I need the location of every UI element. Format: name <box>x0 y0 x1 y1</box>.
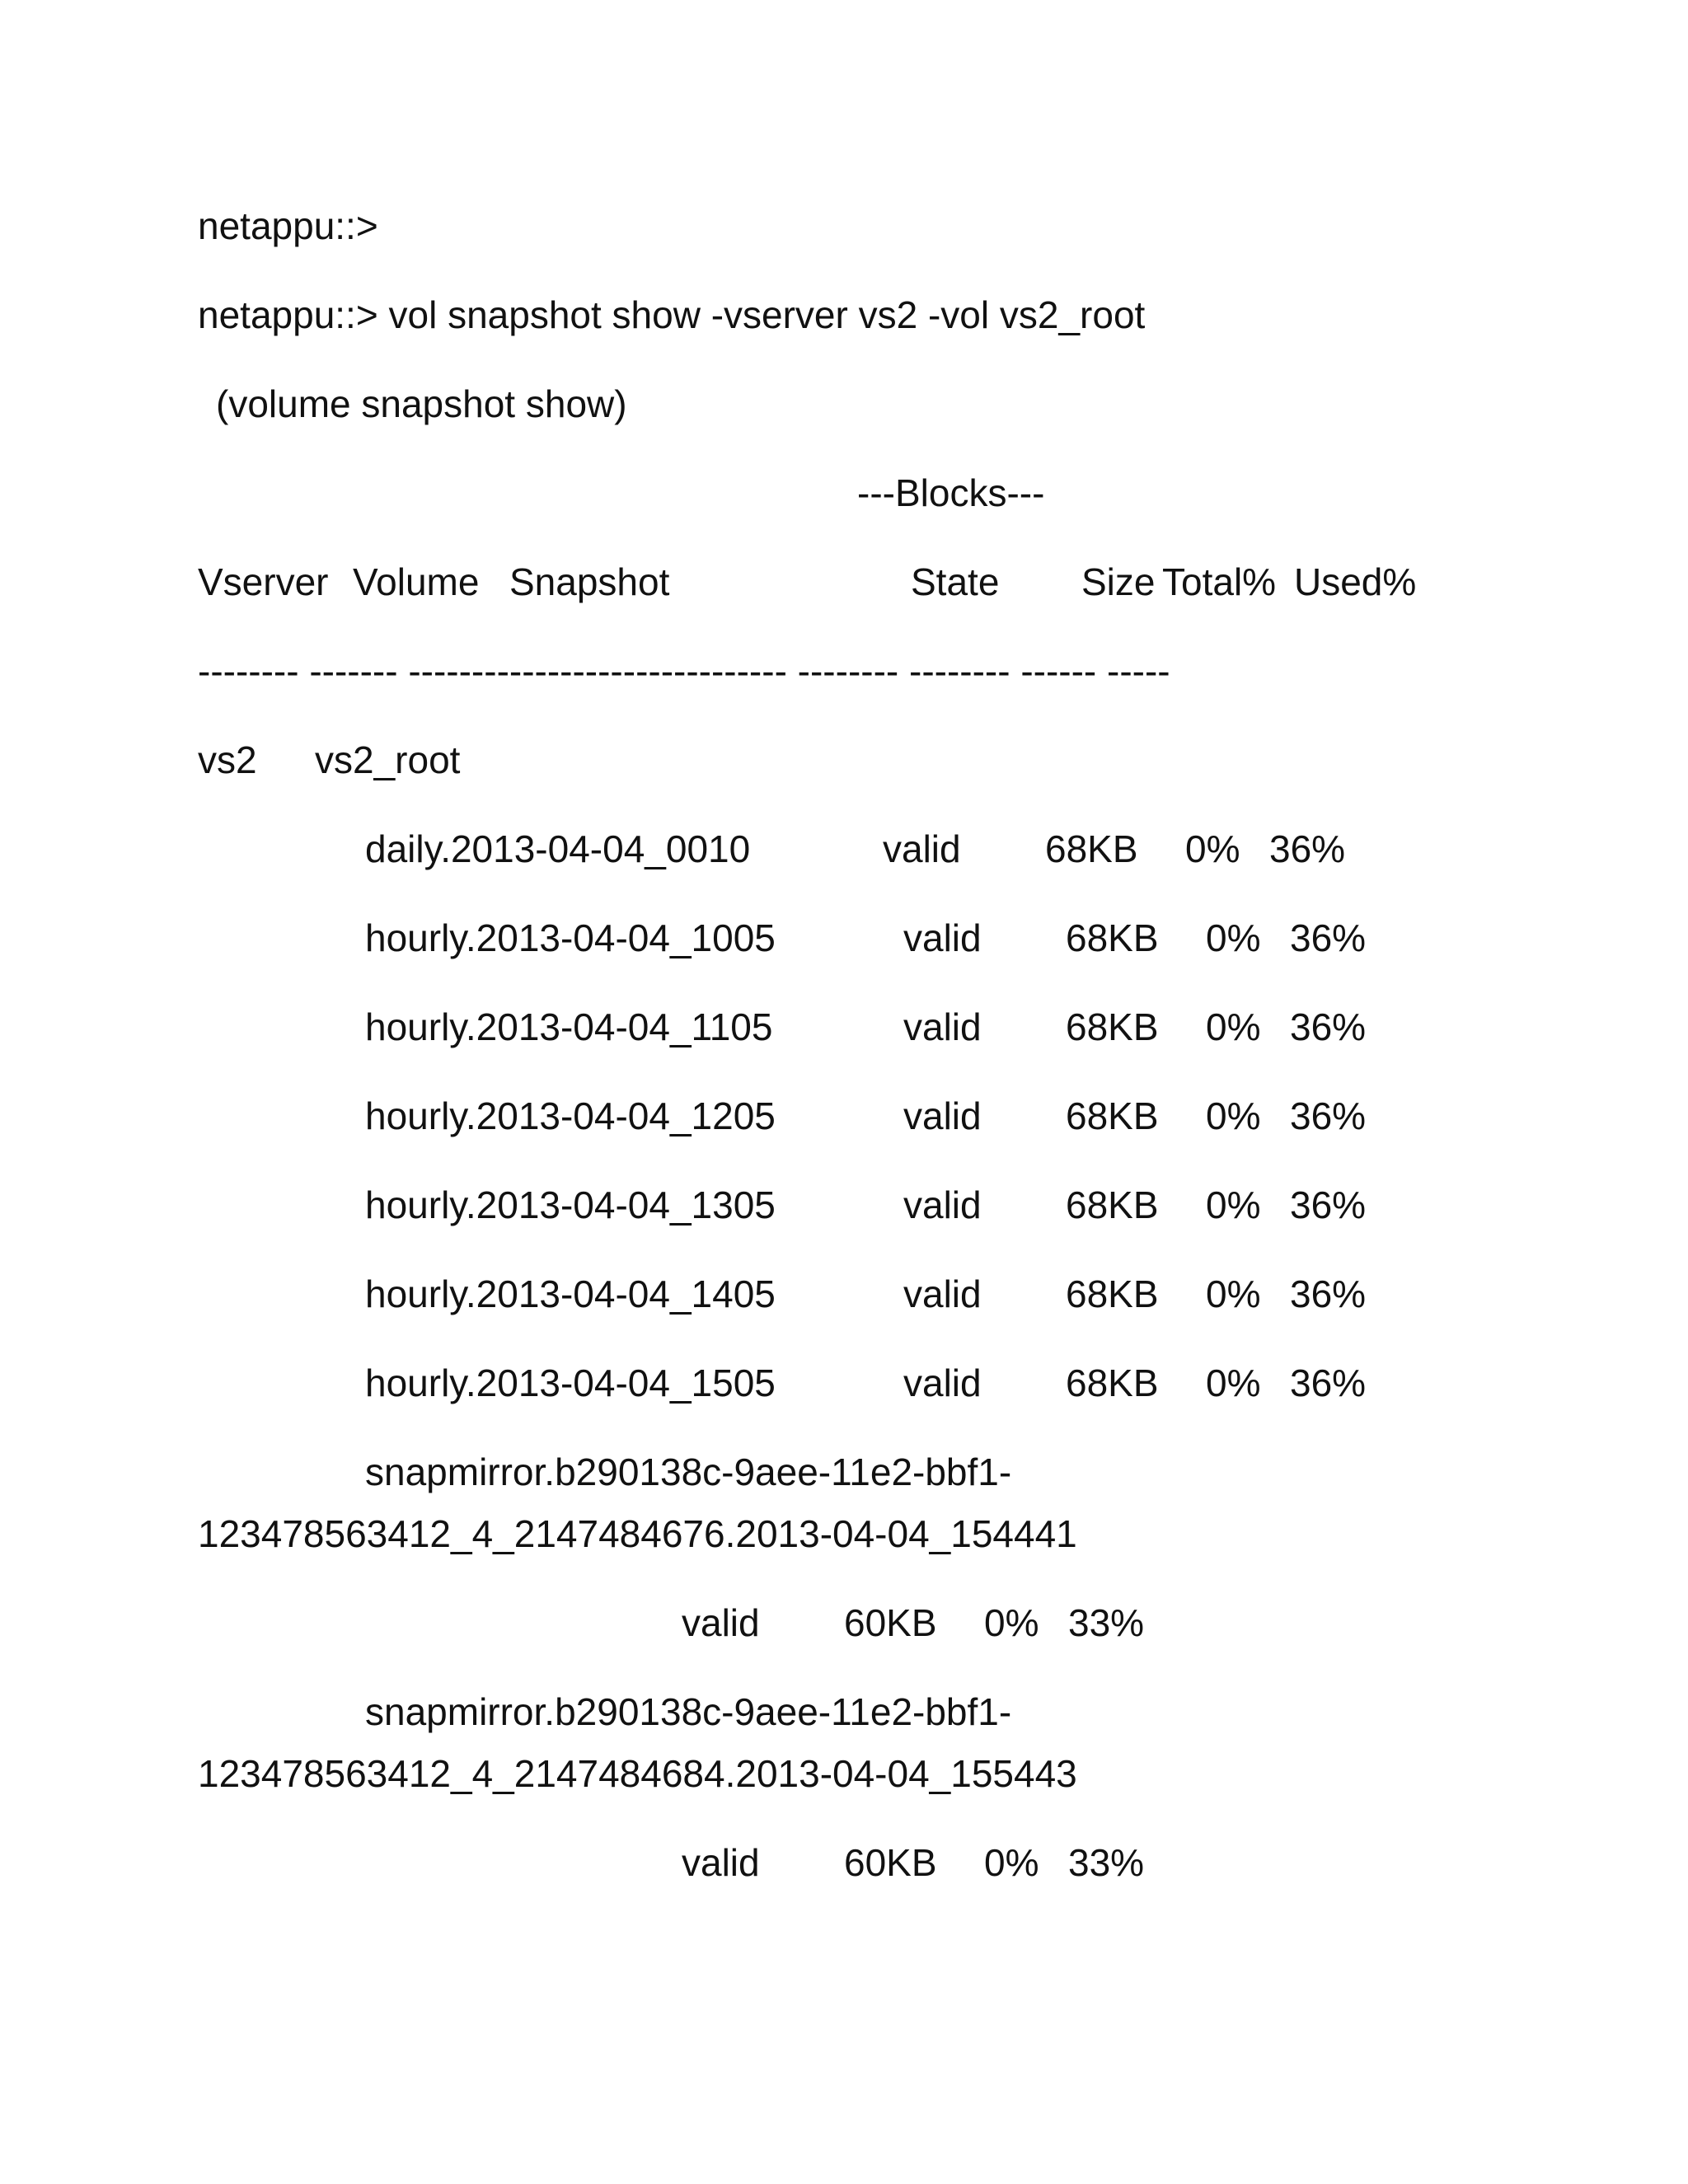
header-volume: Volume <box>353 560 480 603</box>
snapshot-used: 36% <box>1290 1005 1367 1048</box>
snapshot-size: 68KB <box>1045 827 1138 870</box>
header-used: Used% <box>1294 560 1417 603</box>
snapshot-size: 68KB <box>1066 1183 1159 1226</box>
snapmirror-name-part1: snapmirror.b290138c-9aee-11e2-bbf1- <box>365 1451 1012 1493</box>
snapshot-total: 0% <box>1206 1094 1261 1137</box>
snapmirror-name-part2: 123478563412_4_2147484676.2013-04-04_154441 <box>198 1512 1077 1555</box>
snapshot-used: 36% <box>1290 1183 1367 1226</box>
snapshot-state: valid <box>903 1361 982 1404</box>
command-alias: (volume snapshot show) <box>216 382 627 425</box>
snapshot-name: hourly.2013-04-04_1105 <box>365 1005 773 1048</box>
snapshot-size: 68KB <box>1066 916 1159 959</box>
snapshot-total: 0% <box>1206 1272 1261 1315</box>
header-vserver: Vserver <box>198 560 329 603</box>
snapmirror-name-part2: 123478563412_4_2147484684.2013-04-04_155443 <box>198 1752 1077 1795</box>
snapshot-state: valid <box>903 1005 982 1048</box>
snapshot-size: 68KB <box>1066 1272 1159 1315</box>
snapshot-size: 68KB <box>1066 1361 1159 1404</box>
snapshot-used: 36% <box>1269 827 1346 870</box>
header-total: Total% <box>1162 560 1277 603</box>
snapmirror-size: 60KB <box>844 1601 937 1644</box>
snapshot-name: hourly.2013-04-04_1405 <box>365 1272 776 1315</box>
snapshot-state: valid <box>883 827 961 870</box>
header-size: Size <box>1081 560 1156 603</box>
snapshot-total: 0% <box>1206 1005 1261 1048</box>
snapshot-name: hourly.2013-04-04_1005 <box>365 916 776 959</box>
snapshot-used: 36% <box>1290 916 1367 959</box>
snapshot-size: 68KB <box>1066 1005 1159 1048</box>
snapshot-state: valid <box>903 1183 982 1226</box>
snapshot-name: daily.2013-04-04_0010 <box>365 827 751 870</box>
snapshot-name: hourly.2013-04-04_1205 <box>365 1094 776 1137</box>
prompt-line: netappu::> <box>198 204 378 247</box>
separator-line: -------- ------- ------------------------------ -------- -------- ------ ----- <box>198 649 1170 692</box>
snapshot-total: 0% <box>1206 1183 1261 1226</box>
snapshot-size: 68KB <box>1066 1094 1159 1137</box>
snapshot-name: hourly.2013-04-04_1505 <box>365 1361 776 1404</box>
header-state: State <box>911 560 1000 603</box>
snapshot-total: 0% <box>1206 916 1261 959</box>
snapshot-used: 36% <box>1290 1272 1367 1315</box>
snapmirror-used: 33% <box>1068 1841 1145 1884</box>
snapmirror-name-part1: snapmirror.b290138c-9aee-11e2-bbf1- <box>365 1690 1012 1733</box>
snapshot-total: 0% <box>1206 1361 1261 1404</box>
snapmirror-state: valid <box>682 1841 760 1884</box>
snapmirror-size: 60KB <box>844 1841 937 1884</box>
snapmirror-used: 33% <box>1068 1601 1145 1644</box>
group-vserver: vs2 <box>198 738 257 781</box>
blocks-header: ---Blocks--- <box>857 471 1045 514</box>
group-volume: vs2_root <box>315 738 461 781</box>
snapmirror-total: 0% <box>984 1841 1039 1884</box>
snapmirror-state: valid <box>682 1601 760 1644</box>
snapmirror-total: 0% <box>984 1601 1039 1644</box>
header-snapshot: Snapshot <box>509 560 670 603</box>
snapshot-total: 0% <box>1185 827 1240 870</box>
snapshot-state: valid <box>903 1272 982 1315</box>
command-line: netappu::> vol snapshot show -vserver vs2 -vol vs2_root <box>198 293 1146 336</box>
snapshot-state: valid <box>903 916 982 959</box>
snapshot-used: 36% <box>1290 1094 1367 1137</box>
snapshot-state: valid <box>903 1094 982 1137</box>
snapshot-name: hourly.2013-04-04_1305 <box>365 1183 776 1226</box>
snapshot-used: 36% <box>1290 1361 1367 1404</box>
